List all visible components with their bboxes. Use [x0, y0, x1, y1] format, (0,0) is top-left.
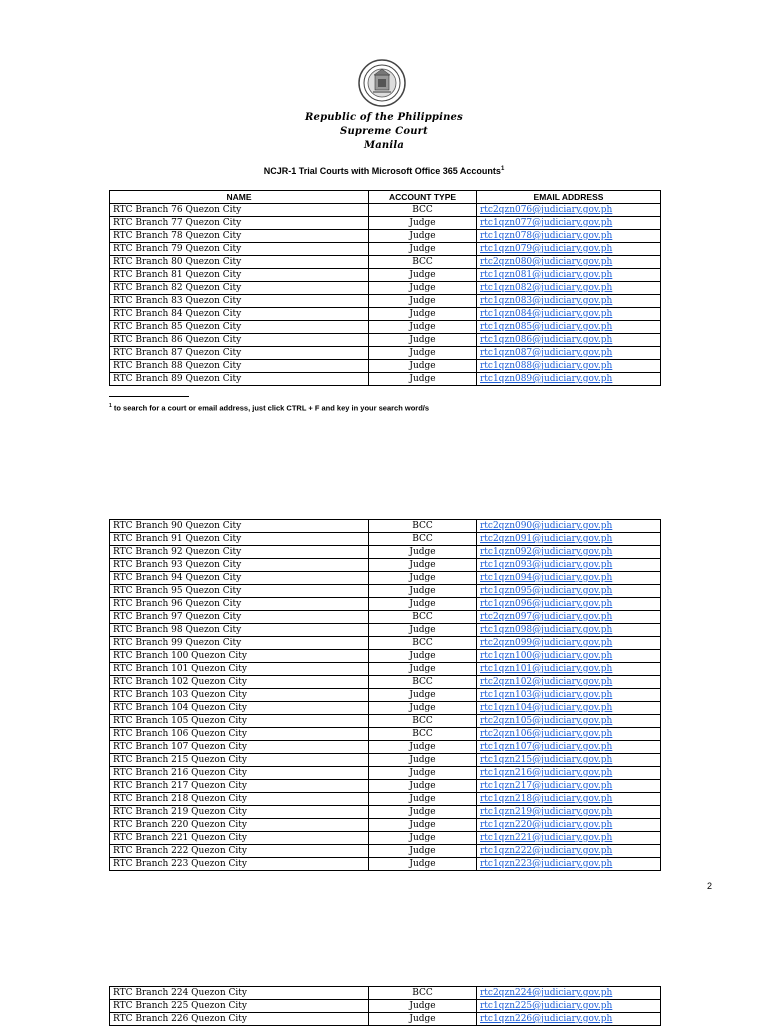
- account-type-cell: Judge: [369, 650, 477, 663]
- account-type-cell: BCC: [369, 715, 477, 728]
- email-link[interactable]: rtc2qzn106@judiciary.gov.ph: [477, 728, 661, 741]
- account-type-cell: BCC: [369, 611, 477, 624]
- court-name-cell: RTC Branch 88 Quezon City: [110, 360, 369, 373]
- table-row: [110, 373, 661, 386]
- account-type-cell: Judge: [369, 572, 477, 585]
- table-row: [110, 520, 661, 533]
- account-type-cell: BCC: [369, 533, 477, 546]
- account-type-cell: BCC: [369, 637, 477, 650]
- account-type-cell: BCC: [369, 204, 477, 217]
- account-type-cell: Judge: [369, 269, 477, 282]
- table-row: [110, 217, 661, 230]
- court-name-cell: RTC Branch 81 Quezon City: [110, 269, 369, 282]
- court-name-cell: RTC Branch 97 Quezon City: [110, 611, 369, 624]
- court-name-cell: RTC Branch 216 Quezon City: [110, 767, 369, 780]
- email-link[interactable]: rtc1qzn079@judiciary.gov.ph: [477, 243, 661, 256]
- account-type-cell: Judge: [369, 832, 477, 845]
- court-name-cell: RTC Branch 84 Quezon City: [110, 308, 369, 321]
- accounts-table-page-2: [109, 519, 661, 871]
- table-row: [110, 611, 661, 624]
- account-type-cell: Judge: [369, 858, 477, 871]
- email-link[interactable]: rtc1qzn096@judiciary.gov.ph: [477, 598, 661, 611]
- account-type-cell: Judge: [369, 347, 477, 360]
- table-row: [110, 702, 661, 715]
- account-type-cell: Judge: [369, 624, 477, 637]
- table-row: [110, 295, 661, 308]
- email-link[interactable]: rtc2qzn224@judiciary.gov.ph: [477, 987, 661, 1000]
- account-type-cell: Judge: [369, 702, 477, 715]
- account-type-cell: BCC: [369, 987, 477, 1000]
- account-type-cell: Judge: [369, 585, 477, 598]
- email-link[interactable]: rtc1qzn219@judiciary.gov.ph: [477, 806, 661, 819]
- email-link[interactable]: rtc1qzn222@judiciary.gov.ph: [477, 845, 661, 858]
- court-name-cell: RTC Branch 99 Quezon City: [110, 637, 369, 650]
- account-type-cell: BCC: [369, 256, 477, 269]
- title-footnote-mark: 1: [500, 166, 505, 172]
- account-type-cell: Judge: [369, 1000, 477, 1013]
- account-type-cell: Judge: [369, 373, 477, 386]
- table-row: [110, 987, 661, 1000]
- email-link[interactable]: rtc1qzn225@judiciary.gov.ph: [477, 1000, 661, 1013]
- footnote: [109, 403, 429, 413]
- table-row: [110, 559, 661, 572]
- court-name-cell: RTC Branch 107 Quezon City: [110, 741, 369, 754]
- table-row: [110, 741, 661, 754]
- table-row: [110, 546, 661, 559]
- court-name-cell: RTC Branch 82 Quezon City: [110, 282, 369, 295]
- email-link[interactable]: rtc1qzn092@judiciary.gov.ph: [477, 546, 661, 559]
- email-link[interactable]: rtc2qzn099@judiciary.gov.ph: [477, 637, 661, 650]
- court-name-cell: RTC Branch 90 Quezon City: [110, 520, 369, 533]
- table-row: [110, 728, 661, 741]
- table-row: [110, 689, 661, 702]
- table-row: [110, 360, 661, 373]
- email-link[interactable]: rtc1qzn101@judiciary.gov.ph: [477, 663, 661, 676]
- table-row: [110, 204, 661, 217]
- column-header-email: EMAIL ADDRESS: [477, 191, 661, 204]
- court-name-cell: RTC Branch 77 Quezon City: [110, 217, 369, 230]
- account-type-cell: Judge: [369, 845, 477, 858]
- email-link[interactable]: rtc2qzn102@judiciary.gov.ph: [477, 676, 661, 689]
- account-type-cell: Judge: [369, 1013, 477, 1026]
- table-row: [110, 793, 661, 806]
- table-row: [110, 819, 661, 832]
- table-row: [110, 624, 661, 637]
- court-name-cell: RTC Branch 96 Quezon City: [110, 598, 369, 611]
- table-row: [110, 572, 661, 585]
- account-type-cell: Judge: [369, 559, 477, 572]
- account-type-cell: Judge: [369, 334, 477, 347]
- court-name-cell: RTC Branch 100 Quezon City: [110, 650, 369, 663]
- table-row: [110, 780, 661, 793]
- email-link[interactable]: rtc1qzn216@judiciary.gov.ph: [477, 767, 661, 780]
- court-name-cell: RTC Branch 225 Quezon City: [110, 1000, 369, 1013]
- account-type-cell: Judge: [369, 806, 477, 819]
- email-link[interactable]: rtc2qzn097@judiciary.gov.ph: [477, 611, 661, 624]
- court-name-cell: RTC Branch 219 Quezon City: [110, 806, 369, 819]
- court-name-cell: RTC Branch 224 Quezon City: [110, 987, 369, 1000]
- account-type-cell: Judge: [369, 663, 477, 676]
- table-row: [110, 806, 661, 819]
- court-name-cell: RTC Branch 218 Quezon City: [110, 793, 369, 806]
- column-header-account-type: ACCOUNT TYPE: [369, 191, 477, 204]
- account-type-cell: Judge: [369, 295, 477, 308]
- table-row: [110, 321, 661, 334]
- account-type-cell: Judge: [369, 217, 477, 230]
- email-link[interactable]: rtc1qzn093@judiciary.gov.ph: [477, 559, 661, 572]
- court-name-cell: RTC Branch 95 Quezon City: [110, 585, 369, 598]
- court-name-cell: RTC Branch 226 Quezon City: [110, 1013, 369, 1026]
- account-type-cell: BCC: [369, 520, 477, 533]
- court-name-cell: RTC Branch 102 Quezon City: [110, 676, 369, 689]
- court-name-cell: RTC Branch 83 Quezon City: [110, 295, 369, 308]
- table-row: [110, 676, 661, 689]
- table-row: [110, 256, 661, 269]
- court-name-cell: RTC Branch 87 Quezon City: [110, 347, 369, 360]
- email-link[interactable]: rtc1qzn103@judiciary.gov.ph: [477, 689, 661, 702]
- account-type-cell: Judge: [369, 741, 477, 754]
- table-row: [110, 282, 661, 295]
- page-number: 2: [707, 881, 713, 891]
- email-link[interactable]: rtc1qzn081@judiciary.gov.ph: [477, 269, 661, 282]
- header-manila: Manila: [363, 140, 405, 151]
- email-link[interactable]: rtc2qzn090@judiciary.gov.ph: [477, 520, 661, 533]
- table-row: [110, 767, 661, 780]
- court-name-cell: RTC Branch 85 Quezon City: [110, 321, 369, 334]
- court-name-cell: RTC Branch 104 Quezon City: [110, 702, 369, 715]
- email-link[interactable]: rtc2qzn105@judiciary.gov.ph: [477, 715, 661, 728]
- court-name-cell: RTC Branch 92 Quezon City: [110, 546, 369, 559]
- email-link[interactable]: rtc1qzn095@judiciary.gov.ph: [477, 585, 661, 598]
- table-row: [110, 858, 661, 871]
- account-type-cell: Judge: [369, 308, 477, 321]
- email-link[interactable]: rtc1qzn217@judiciary.gov.ph: [477, 780, 661, 793]
- court-name-cell: RTC Branch 79 Quezon City: [110, 243, 369, 256]
- account-type-cell: Judge: [369, 598, 477, 611]
- court-name-cell: RTC Branch 93 Quezon City: [110, 559, 369, 572]
- email-link[interactable]: rtc2qzn091@judiciary.gov.ph: [477, 533, 661, 546]
- table-row: [110, 347, 661, 360]
- court-name-cell: RTC Branch 221 Quezon City: [110, 832, 369, 845]
- table-row: [110, 269, 661, 282]
- table-row: [110, 1000, 661, 1013]
- table-row: [110, 243, 661, 256]
- email-link[interactable]: rtc1qzn098@judiciary.gov.ph: [477, 624, 661, 637]
- table-row: [110, 308, 661, 321]
- email-link[interactable]: rtc1qzn087@judiciary.gov.ph: [477, 347, 661, 360]
- header-supreme-court: Supreme Court: [340, 126, 428, 137]
- email-link[interactable]: rtc1qzn104@judiciary.gov.ph: [477, 702, 661, 715]
- table-row: [110, 754, 661, 767]
- account-type-cell: BCC: [369, 676, 477, 689]
- table-row: [110, 230, 661, 243]
- email-link[interactable]: rtc1qzn218@judiciary.gov.ph: [477, 793, 661, 806]
- court-name-cell: RTC Branch 222 Quezon City: [110, 845, 369, 858]
- court-name-cell: RTC Branch 101 Quezon City: [110, 663, 369, 676]
- court-name-cell: RTC Branch 89 Quezon City: [110, 373, 369, 386]
- table-row: [110, 334, 661, 347]
- table-row: [110, 845, 661, 858]
- table-row: [110, 637, 661, 650]
- court-name-cell: RTC Branch 80 Quezon City: [110, 256, 369, 269]
- email-link[interactable]: rtc1qzn223@judiciary.gov.ph: [477, 858, 661, 871]
- document-title-text: NCJR-1 Trial Courts with Microsoft Office 365 Accounts: [263, 166, 501, 176]
- court-name-cell: RTC Branch 105 Quezon City: [110, 715, 369, 728]
- email-link[interactable]: rtc1qzn100@judiciary.gov.ph: [477, 650, 661, 663]
- accounts-table-page-3: [109, 986, 661, 1026]
- email-link[interactable]: rtc1qzn107@judiciary.gov.ph: [477, 741, 661, 754]
- court-name-cell: RTC Branch 215 Quezon City: [110, 754, 369, 767]
- account-type-cell: Judge: [369, 754, 477, 767]
- email-link[interactable]: rtc1qzn077@judiciary.gov.ph: [477, 217, 661, 230]
- email-link[interactable]: rtc1qzn089@judiciary.gov.ph: [477, 373, 661, 386]
- account-type-cell: Judge: [369, 780, 477, 793]
- court-name-cell: RTC Branch 76 Quezon City: [110, 204, 369, 217]
- email-link[interactable]: rtc1qzn226@judiciary.gov.ph: [477, 1013, 661, 1026]
- court-name-cell: RTC Branch 98 Quezon City: [110, 624, 369, 637]
- supreme-court-seal-icon: [357, 57, 407, 109]
- email-link[interactable]: rtc2qzn076@judiciary.gov.ph: [477, 204, 661, 217]
- court-name-cell: RTC Branch 223 Quezon City: [110, 858, 369, 871]
- table-row: [110, 533, 661, 546]
- court-name-cell: RTC Branch 86 Quezon City: [110, 334, 369, 347]
- email-link[interactable]: rtc1qzn082@judiciary.gov.ph: [477, 282, 661, 295]
- email-link[interactable]: rtc2qzn080@judiciary.gov.ph: [477, 256, 661, 269]
- court-name-cell: RTC Branch 220 Quezon City: [110, 819, 369, 832]
- account-type-cell: Judge: [369, 282, 477, 295]
- court-name-cell: RTC Branch 217 Quezon City: [110, 780, 369, 793]
- account-type-cell: Judge: [369, 689, 477, 702]
- email-link[interactable]: rtc1qzn083@judiciary.gov.ph: [477, 295, 661, 308]
- account-type-cell: Judge: [369, 230, 477, 243]
- account-type-cell: Judge: [369, 321, 477, 334]
- email-link[interactable]: rtc1qzn215@judiciary.gov.ph: [477, 754, 661, 767]
- accounts-table-page-1: [109, 190, 661, 386]
- account-type-cell: BCC: [369, 728, 477, 741]
- table-row: [110, 832, 661, 845]
- account-type-cell: Judge: [369, 360, 477, 373]
- court-name-cell: RTC Branch 91 Quezon City: [110, 533, 369, 546]
- table-row: [110, 585, 661, 598]
- table-row: [110, 663, 661, 676]
- email-link[interactable]: rtc1qzn094@judiciary.gov.ph: [477, 572, 661, 585]
- footnote-text: to search for a court or email address, just click CTRL + F and key in your search word/s: [113, 403, 430, 413]
- document-title: [0, 166, 768, 176]
- footnote-divider: [109, 396, 189, 397]
- account-type-cell: Judge: [369, 793, 477, 806]
- account-type-cell: Judge: [369, 243, 477, 256]
- court-name-cell: RTC Branch 94 Quezon City: [110, 572, 369, 585]
- email-link[interactable]: rtc1qzn221@judiciary.gov.ph: [477, 832, 661, 845]
- court-name-cell: RTC Branch 78 Quezon City: [110, 230, 369, 243]
- court-name-cell: RTC Branch 103 Quezon City: [110, 689, 369, 702]
- footnote-mark: 1: [109, 403, 112, 409]
- court-name-cell: RTC Branch 106 Quezon City: [110, 728, 369, 741]
- email-link[interactable]: rtc1qzn088@judiciary.gov.ph: [477, 360, 661, 373]
- table-header-row: [110, 191, 661, 204]
- account-type-cell: Judge: [369, 819, 477, 832]
- email-link[interactable]: rtc1qzn084@judiciary.gov.ph: [477, 308, 661, 321]
- email-link[interactable]: rtc1qzn085@judiciary.gov.ph: [477, 321, 661, 334]
- header-republic: Republic of the Philippines: [305, 112, 463, 123]
- account-type-cell: Judge: [369, 767, 477, 780]
- email-link[interactable]: rtc1qzn086@judiciary.gov.ph: [477, 334, 661, 347]
- email-link[interactable]: rtc1qzn220@judiciary.gov.ph: [477, 819, 661, 832]
- table-row: [110, 598, 661, 611]
- email-link[interactable]: rtc1qzn078@judiciary.gov.ph: [477, 230, 661, 243]
- table-row: [110, 715, 661, 728]
- table-row: [110, 650, 661, 663]
- column-header-name: NAME: [110, 191, 369, 204]
- account-type-cell: Judge: [369, 546, 477, 559]
